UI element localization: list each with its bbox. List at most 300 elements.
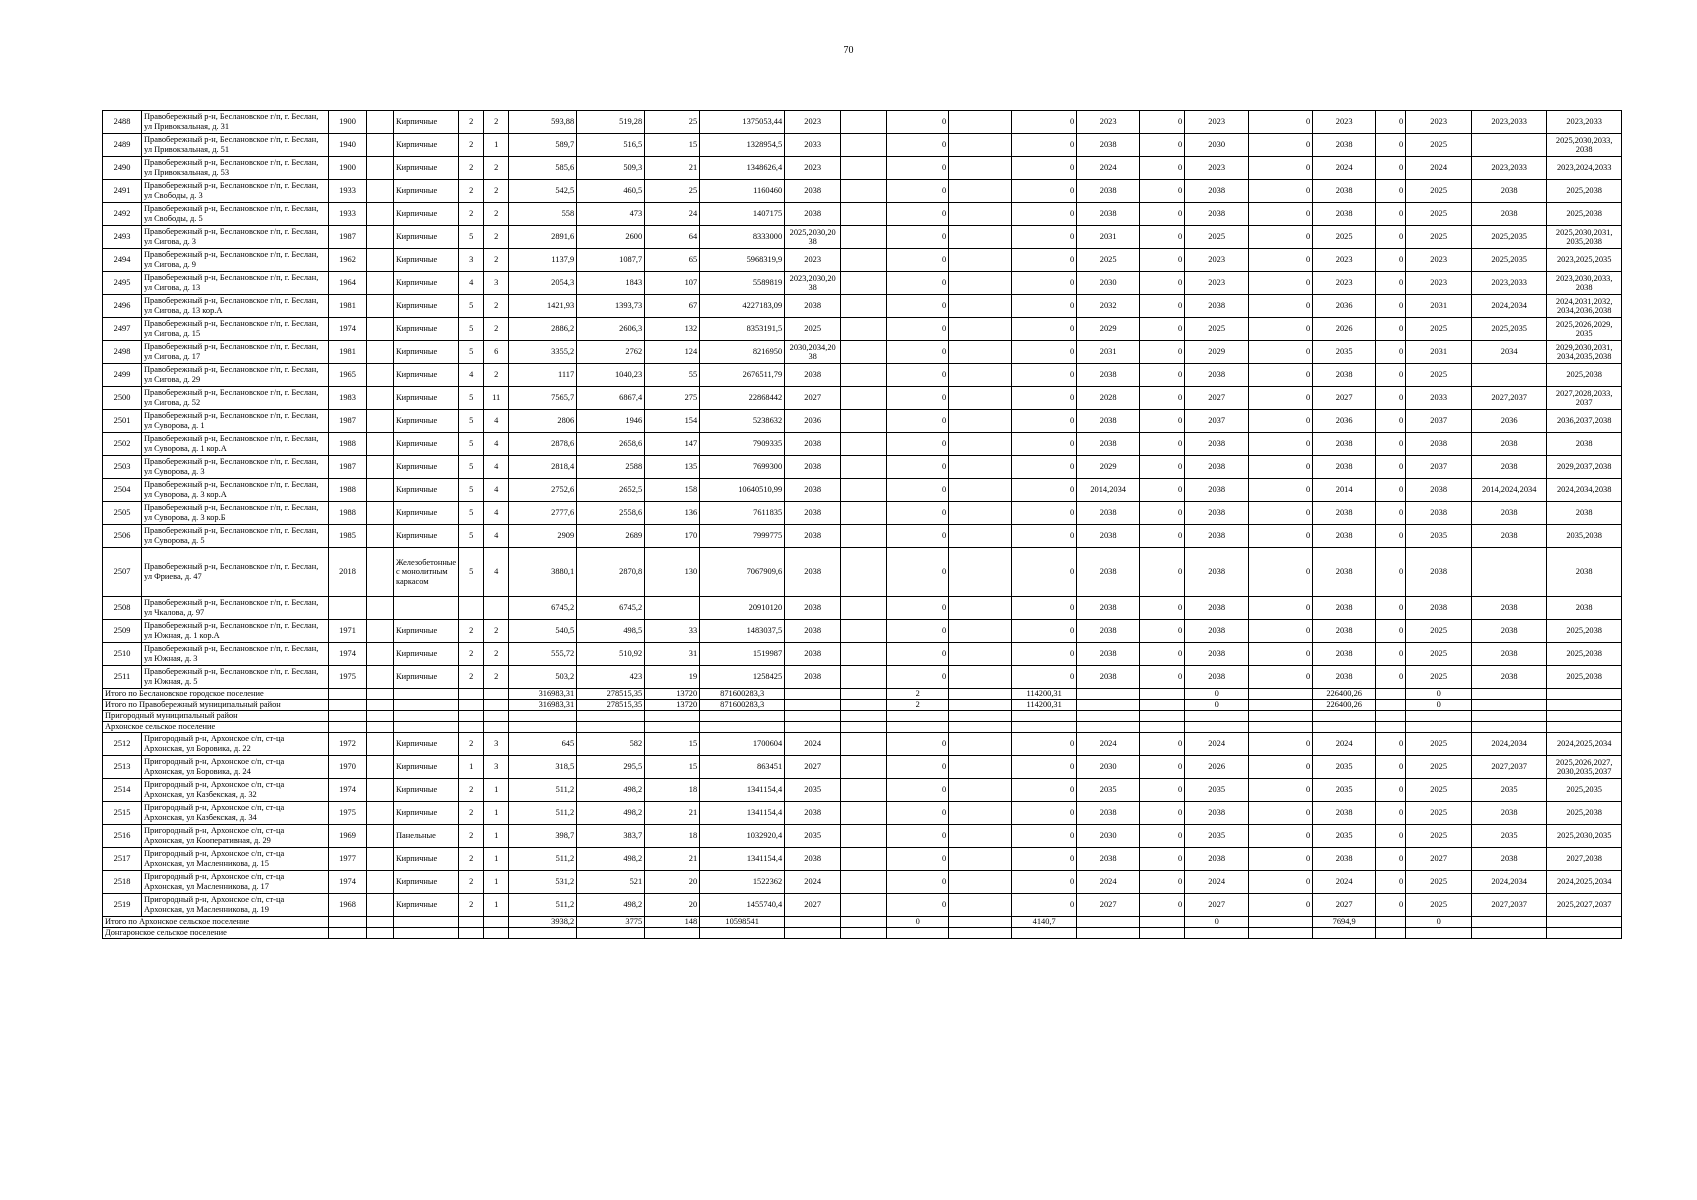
table-cell: 0 — [1140, 871, 1185, 894]
table-cell: 2038 — [1547, 597, 1622, 620]
table-cell: 0 — [1012, 272, 1077, 295]
table-row — [103, 479, 1622, 502]
table-cell: 0 — [1140, 620, 1185, 643]
table-cell: 2676511,79 — [700, 364, 785, 387]
table-cell: 0 — [1376, 848, 1406, 871]
table-cell — [1140, 700, 1185, 711]
table-cell: 295,5 — [577, 756, 645, 779]
table-cell: 2 — [484, 364, 509, 387]
table-cell: 24 — [645, 203, 700, 226]
table-cell: 519,28 — [577, 111, 645, 134]
table-cell — [1077, 700, 1140, 711]
table-cell: 21 — [645, 157, 700, 180]
table-cell: 170 — [645, 525, 700, 548]
table-cell: 0 — [1140, 502, 1185, 525]
table-cell — [367, 871, 394, 894]
table-row — [103, 134, 1622, 157]
table-cell: 2023 — [1077, 111, 1140, 134]
table-cell: 0 — [1249, 410, 1313, 433]
row-number-cell: 2496 — [103, 295, 142, 318]
table-cell: Кирпичные — [394, 502, 459, 525]
table-cell: 2024,2034 — [1472, 871, 1547, 894]
table-cell: 2023,2033 — [1472, 157, 1547, 180]
row-number-cell: 2504 — [103, 479, 142, 502]
address-cell: Правобережный р-н, Беслановское г/п, г. Беслан, ул Чкалова, д. 97 — [142, 597, 329, 620]
table-cell — [394, 928, 459, 939]
table-cell — [841, 341, 887, 364]
table-cell: 0 — [1140, 226, 1185, 249]
table-cell — [841, 700, 887, 711]
table-cell: 0 — [1376, 134, 1406, 157]
table-cell: 2027 — [785, 894, 841, 917]
table-cell: 0 — [1012, 620, 1077, 643]
table-cell — [841, 825, 887, 848]
table-cell: 1981 — [329, 341, 367, 364]
table-cell — [1140, 711, 1185, 722]
address-cell: Правобережный р-н, Беслановское г/п, г. Беслан, ул Свободы, д. 3 — [142, 180, 329, 203]
table-row — [103, 318, 1622, 341]
table-cell: 2036 — [1313, 295, 1376, 318]
table-cell: 124 — [645, 341, 700, 364]
table-cell: 1 — [484, 871, 509, 894]
table-cell: 0 — [1249, 341, 1313, 364]
table-cell: 5 — [459, 525, 484, 548]
table-cell: 7909335 — [700, 433, 785, 456]
table-cell — [367, 364, 394, 387]
table-cell: 2 — [459, 871, 484, 894]
table-cell: 18 — [645, 779, 700, 802]
table-cell: 0 — [1185, 689, 1249, 700]
table-cell: 55 — [645, 364, 700, 387]
table-cell — [367, 548, 394, 597]
table-cell: 0 — [1012, 134, 1077, 157]
table-cell: 2038 — [1313, 666, 1376, 689]
table-cell: 2891,6 — [509, 226, 577, 249]
row-number-cell: 2501 — [103, 410, 142, 433]
table-cell: 0 — [1012, 410, 1077, 433]
table-cell: 0 — [1012, 456, 1077, 479]
table-cell: 2909 — [509, 525, 577, 548]
table-cell — [509, 928, 577, 939]
table-cell: 1421,93 — [509, 295, 577, 318]
table-row — [103, 341, 1622, 364]
table-cell — [1547, 700, 1622, 711]
table-cell — [841, 272, 887, 295]
table-cell — [841, 620, 887, 643]
table-cell — [949, 272, 1012, 295]
table-cell: 2026 — [1313, 318, 1376, 341]
table-cell: 2038 — [1185, 848, 1249, 871]
table-cell — [949, 433, 1012, 456]
table-cell: 0 — [1140, 157, 1185, 180]
table-cell: 1137,9 — [509, 249, 577, 272]
table-cell: Кирпичные — [394, 387, 459, 410]
table-cell: 5238632 — [700, 410, 785, 433]
table-cell: 0 — [1012, 479, 1077, 502]
table-cell: 2038 — [1185, 456, 1249, 479]
total-label: Итого по Архонское сельское поселение — [103, 917, 329, 928]
table-cell — [841, 666, 887, 689]
table-cell: 2038 — [1472, 848, 1547, 871]
table-cell: 0 — [1185, 917, 1249, 928]
table-cell: 7565,7 — [509, 387, 577, 410]
table-cell: 2 — [459, 779, 484, 802]
table-cell: 1974 — [329, 318, 367, 341]
table-cell — [949, 643, 1012, 666]
table-cell: 2014,2034 — [1077, 479, 1140, 502]
table-cell — [841, 711, 887, 722]
table-cell: 1 — [484, 894, 509, 917]
table-cell: 0 — [1140, 433, 1185, 456]
table-cell — [841, 689, 887, 700]
table-cell: 2038 — [1185, 502, 1249, 525]
table-cell: 2025,2038 — [1547, 802, 1622, 825]
table-cell: 0 — [1012, 157, 1077, 180]
table-cell: 2886,2 — [509, 318, 577, 341]
table-cell: 2023,2024,2033 — [1547, 157, 1622, 180]
table-cell — [949, 711, 1012, 722]
table-cell: 2038 — [785, 525, 841, 548]
table-cell: 2 — [484, 620, 509, 643]
table-cell: 0 — [887, 802, 949, 825]
table-cell — [841, 157, 887, 180]
table-cell: 2035 — [1472, 825, 1547, 848]
table-cell: 2 — [484, 203, 509, 226]
table-cell — [367, 203, 394, 226]
table-cell — [394, 597, 459, 620]
table-cell — [1012, 722, 1077, 733]
table-cell: 5 — [459, 502, 484, 525]
table-cell: 2025,2030,2033, 2038 — [1547, 134, 1622, 157]
table-cell: 2036 — [1472, 410, 1547, 433]
table-cell — [1012, 928, 1077, 939]
table-cell: 558 — [509, 203, 577, 226]
table-cell — [841, 643, 887, 666]
table-cell: 511,2 — [509, 802, 577, 825]
table-cell: 2 — [459, 111, 484, 134]
table-cell — [841, 597, 887, 620]
address-cell: Правобережный р-н, Беслановское г/п, г. Беслан, ул Привокзальная, д. 53 — [142, 157, 329, 180]
table-cell: 2038 — [1406, 502, 1472, 525]
table-cell — [841, 733, 887, 756]
table-cell: 3938,2 — [509, 917, 577, 928]
table-cell: 2025 — [1406, 802, 1472, 825]
table-cell — [949, 364, 1012, 387]
table-cell — [367, 700, 394, 711]
table-cell — [1472, 364, 1547, 387]
table-cell: 2038 — [1472, 666, 1547, 689]
table-cell: Железобетонные с монолитным каркасом — [394, 548, 459, 597]
table-cell: 4227183,09 — [700, 295, 785, 318]
table-cell: 20 — [645, 871, 700, 894]
table-cell: 2027,2037 — [1472, 387, 1547, 410]
table-cell: Кирпичные — [394, 272, 459, 295]
table-cell — [949, 894, 1012, 917]
table-cell: 2038 — [1406, 597, 1472, 620]
table-cell: 318,5 — [509, 756, 577, 779]
table-cell: 498,5 — [577, 620, 645, 643]
table-cell: 2038 — [1077, 433, 1140, 456]
table-cell — [484, 928, 509, 939]
table-cell: 2038 — [1472, 203, 1547, 226]
table-cell: 0 — [1249, 548, 1313, 597]
table-cell: 2024,2034 — [1472, 733, 1547, 756]
table-cell — [459, 700, 484, 711]
row-number-cell: 2517 — [103, 848, 142, 871]
table-cell: 0 — [1376, 180, 1406, 203]
table-cell: 2 — [887, 700, 949, 711]
table-cell: 1977 — [329, 848, 367, 871]
table-cell: 1375053,44 — [700, 111, 785, 134]
table-cell: 2870,8 — [577, 548, 645, 597]
table-cell: 2038 — [1077, 548, 1140, 597]
table-cell — [1185, 928, 1249, 939]
table-cell: 2025,2030,20 38 — [785, 226, 841, 249]
table-cell: 2024 — [1077, 871, 1140, 894]
table-cell — [367, 272, 394, 295]
row-number-cell: 2495 — [103, 272, 142, 295]
table-cell: 278515,35 — [577, 689, 645, 700]
table-cell: 3 — [484, 272, 509, 295]
table-cell: 0 — [887, 779, 949, 802]
table-cell: 2038 — [1077, 666, 1140, 689]
table-cell: 511,2 — [509, 894, 577, 917]
table-cell: 0 — [887, 456, 949, 479]
table-cell — [329, 928, 367, 939]
table-cell: 1117 — [509, 364, 577, 387]
table-cell: 2588 — [577, 456, 645, 479]
table-cell: 2025,2038 — [1547, 620, 1622, 643]
table-cell: Кирпичные — [394, 802, 459, 825]
table-cell: 2036 — [1313, 410, 1376, 433]
row-number-cell: 2494 — [103, 249, 142, 272]
table-cell: 25 — [645, 180, 700, 203]
table-cell — [949, 689, 1012, 700]
table-cell — [1472, 689, 1547, 700]
table-cell: 2034 — [1472, 341, 1547, 364]
table-cell: 0 — [1249, 272, 1313, 295]
row-number-cell: 2502 — [103, 433, 142, 456]
table-cell: 0 — [887, 410, 949, 433]
table-cell: 2027,2037 — [1472, 894, 1547, 917]
table-cell: 511,2 — [509, 779, 577, 802]
table-cell: 1900 — [329, 157, 367, 180]
table-cell: 0 — [1376, 341, 1406, 364]
table-cell: 0 — [1249, 894, 1313, 917]
table-cell: 1 — [484, 848, 509, 871]
table-cell: 2023 — [1313, 272, 1376, 295]
table-cell: 0 — [1012, 894, 1077, 917]
table-cell: 863451 — [700, 756, 785, 779]
table-cell — [394, 722, 459, 733]
table-row — [103, 433, 1622, 456]
table-cell: 2 — [459, 802, 484, 825]
table-cell: 2038 — [1077, 525, 1140, 548]
table-cell: 2033 — [785, 134, 841, 157]
table-cell: 2035 — [1472, 779, 1547, 802]
table-cell: 0 — [1012, 203, 1077, 226]
table-cell: 1988 — [329, 479, 367, 502]
address-cell: Правобережный р-н, Беслановское г/п, г. Беслан, ул Сигова, д. 13 — [142, 272, 329, 295]
table-cell: 2038 — [1185, 180, 1249, 203]
table-cell: 0 — [1012, 502, 1077, 525]
table-cell: Кирпичные — [394, 180, 459, 203]
table-cell: 2 — [484, 226, 509, 249]
table-cell: 6745,2 — [509, 597, 577, 620]
table-cell — [949, 502, 1012, 525]
table-cell: 0 — [887, 387, 949, 410]
table-cell — [367, 433, 394, 456]
table-cell: 2023,2030,20 38 — [785, 272, 841, 295]
table-cell: 0 — [1376, 502, 1406, 525]
table-cell: 2606,3 — [577, 318, 645, 341]
table-cell: 2025 — [1313, 226, 1376, 249]
table-cell: 0 — [1012, 733, 1077, 756]
table-cell: 7999775 — [700, 525, 785, 548]
table-cell: 0 — [887, 643, 949, 666]
table-cell: 2027 — [1406, 848, 1472, 871]
table-cell — [1077, 689, 1140, 700]
table-cell: 2023 — [785, 249, 841, 272]
table-cell: 1975 — [329, 802, 367, 825]
row-number-cell: 2509 — [103, 620, 142, 643]
table-cell — [949, 387, 1012, 410]
table-row — [103, 364, 1622, 387]
table-cell: 1700604 — [700, 733, 785, 756]
table-cell — [367, 410, 394, 433]
table-cell: 2038 — [1185, 620, 1249, 643]
table-cell: 1968 — [329, 894, 367, 917]
table-cell — [367, 643, 394, 666]
table-cell — [367, 479, 394, 502]
table-cell: 2035 — [1406, 525, 1472, 548]
table-cell: 540,5 — [509, 620, 577, 643]
table-cell: 2024 — [1313, 733, 1376, 756]
table-cell — [949, 525, 1012, 548]
table-cell: 1988 — [329, 502, 367, 525]
table-cell — [841, 871, 887, 894]
table-cell: 2027 — [1185, 894, 1249, 917]
table-cell: 0 — [887, 620, 949, 643]
table-cell: 0 — [1140, 456, 1185, 479]
table-cell — [329, 711, 367, 722]
table-cell — [1185, 722, 1249, 733]
table-cell: 2038 — [785, 203, 841, 226]
table-cell: 2025 — [1185, 226, 1249, 249]
row-number-cell: 2510 — [103, 643, 142, 666]
table-cell: Кирпичные — [394, 894, 459, 917]
table-cell: Панельные — [394, 825, 459, 848]
table-cell: 423 — [577, 666, 645, 689]
address-cell: Пригородный р-н, Архонское с/п, ст-ца Архонская, ул Масленникова, д. 17 — [142, 871, 329, 894]
table-cell: 2038 — [1077, 643, 1140, 666]
table-cell — [484, 597, 509, 620]
table-cell: 0 — [1376, 825, 1406, 848]
table-cell: 5 — [459, 433, 484, 456]
table-cell: 5 — [459, 295, 484, 318]
table-cell — [367, 689, 394, 700]
row-number-cell: 2518 — [103, 871, 142, 894]
table-cell: 2038 — [1472, 802, 1547, 825]
table-cell: 0 — [887, 917, 949, 928]
table-cell: 1348626,4 — [700, 157, 785, 180]
table-cell: 2038 — [1185, 203, 1249, 226]
table-cell: 1985 — [329, 525, 367, 548]
table-cell: 871600283,3 — [700, 689, 785, 700]
table-cell: 2038 — [1077, 802, 1140, 825]
table-cell: 0 — [1012, 387, 1077, 410]
table-cell: 0 — [887, 871, 949, 894]
table-cell — [949, 111, 1012, 134]
table-cell: 0 — [887, 894, 949, 917]
table-cell: 2 — [484, 249, 509, 272]
table-cell: 0 — [1376, 111, 1406, 134]
table-cell: 1970 — [329, 756, 367, 779]
row-number-cell: 2506 — [103, 525, 142, 548]
table-cell: 2035 — [785, 779, 841, 802]
table-cell — [645, 722, 700, 733]
table-cell: 510,92 — [577, 643, 645, 666]
table-cell: 0 — [1012, 295, 1077, 318]
table-cell: 1983 — [329, 387, 367, 410]
table-cell — [1472, 711, 1547, 722]
table-cell: 1940 — [329, 134, 367, 157]
table-cell: 0 — [887, 272, 949, 295]
table-cell — [1140, 722, 1185, 733]
table-cell: 0 — [1012, 756, 1077, 779]
table-cell — [949, 825, 1012, 848]
table-cell: 0 — [1249, 620, 1313, 643]
table-cell — [949, 180, 1012, 203]
table-cell: 542,5 — [509, 180, 577, 203]
table-cell: 0 — [1376, 456, 1406, 479]
table-cell: 2038 — [785, 802, 841, 825]
table-cell: 0 — [1012, 249, 1077, 272]
table-cell: 2035 — [1313, 779, 1376, 802]
table-cell: 1987 — [329, 410, 367, 433]
table-cell: 15 — [645, 134, 700, 157]
table-cell: 0 — [887, 249, 949, 272]
table-cell: 0 — [887, 848, 949, 871]
table-cell: Кирпичные — [394, 779, 459, 802]
table-cell: 1965 — [329, 364, 367, 387]
table-row — [103, 733, 1622, 756]
table-cell — [367, 134, 394, 157]
table-cell: 0 — [1012, 318, 1077, 341]
table-cell: 2023 — [1313, 249, 1376, 272]
table-cell: 1407175 — [700, 203, 785, 226]
table-cell — [841, 917, 887, 928]
table-cell: 0 — [1376, 295, 1406, 318]
table-cell: 0 — [1249, 733, 1313, 756]
table-cell: 2038 — [1472, 433, 1547, 456]
table-cell: 2024,2025,2034 — [1547, 871, 1622, 894]
table-cell: 2038 — [1313, 134, 1376, 157]
table-cell — [1077, 917, 1140, 928]
table-cell: 2027 — [1313, 387, 1376, 410]
table-cell: 0 — [887, 295, 949, 318]
table-cell — [577, 722, 645, 733]
table-cell — [841, 756, 887, 779]
table-cell: 2 — [484, 318, 509, 341]
table-cell: 2 — [887, 689, 949, 700]
table-cell: Кирпичные — [394, 456, 459, 479]
table-cell: 2038 — [1406, 548, 1472, 597]
row-number-cell: 2508 — [103, 597, 142, 620]
table-cell — [1547, 711, 1622, 722]
address-cell: Правобережный р-н, Беслановское г/п, г. Беслан, ул Привокзальная, д. 51 — [142, 134, 329, 157]
table-cell: 0 — [1140, 341, 1185, 364]
